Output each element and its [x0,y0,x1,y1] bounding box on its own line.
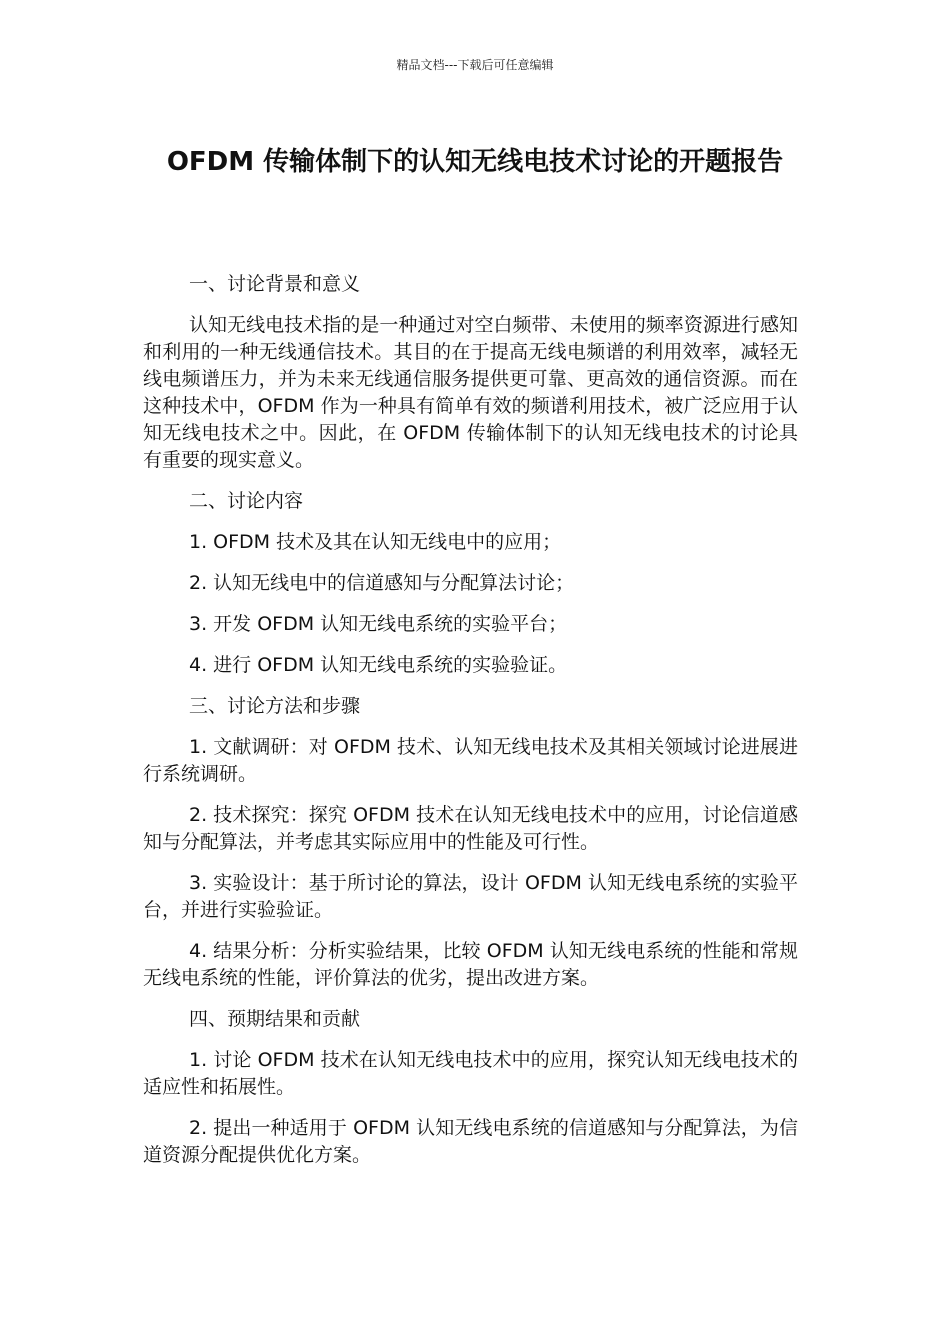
document-title: OFDM 传输体制下的认知无线电技术讨论的开题报告 [166,147,784,177]
section-heading-methods: 三、讨论方法和步骤 [189,695,361,717]
method-item-3: 3. 实验设计：基于所讨论的算法，设计 OFDM 认知无线电系统的实验平台，并进行实验验证。 [143,872,798,921]
section-heading-background: 一、讨论背景和意义 [189,273,361,295]
content-item-3: 3. 开发 OFDM 认知无线电系统的实验平台； [189,613,568,635]
result-item-1: 1. 讨论 OFDM 技术在认知无线电技术中的应用，探究认知无线电技术的适应性和拓展性。 [143,1049,798,1098]
method-item-2: 2. 技术探究：探究 OFDM 技术在认知无线电技术中的应用，讨论信道感知与分配算法，并考虑其实际应用中的性能及可行性。 [143,804,798,853]
section-heading-results: 四、预期结果和贡献 [189,1008,361,1030]
document-body [143,271,798,1183]
page-header: 精品文档---下载后可任意编辑 [396,58,554,72]
section-heading-content: 二、讨论内容 [189,490,304,512]
paragraph-background: 认知无线电技术指的是一种通过对空白频带、未使用的频率资源进行感知和利用的一种无线通信技术。其目的在于提高无线电频谱的利用效率，减轻无线电频谱压力，并为未来无线通信服务提供更可靠、更高效的通信资源。而在这种技术中，OFDM 作为一种具有简单有效的频谱利用技术，被广泛应用于认知无线电技术之中。因此，在 OFDM 传输体制下的认知无线电技术的讨论具有重要的现实意义。 [143,314,798,471]
method-item-4: 4. 结果分析：分析实验结果，比较 OFDM 认知无线电系统的性能和常规无线电系统的性能，评价算法的优劣，提出改进方案。 [143,940,798,989]
content-item-4: 4. 进行 OFDM 认知无线电系统的实验验证。 [189,654,568,676]
result-item-2: 2. 提出一种适用于 OFDM 认知无线电系统的信道感知与分配算法，为信道资源分配提供优化方案。 [143,1117,798,1166]
content-item-1: 1. OFDM 技术及其在认知无线电中的应用； [189,531,562,553]
content-item-2: 2. 认知无线电中的信道感知与分配算法讨论； [189,572,575,594]
method-item-1: 1. 文献调研：对 OFDM 技术、认知无线电技术及其相关领域讨论进展进行系统调研。 [143,736,798,785]
